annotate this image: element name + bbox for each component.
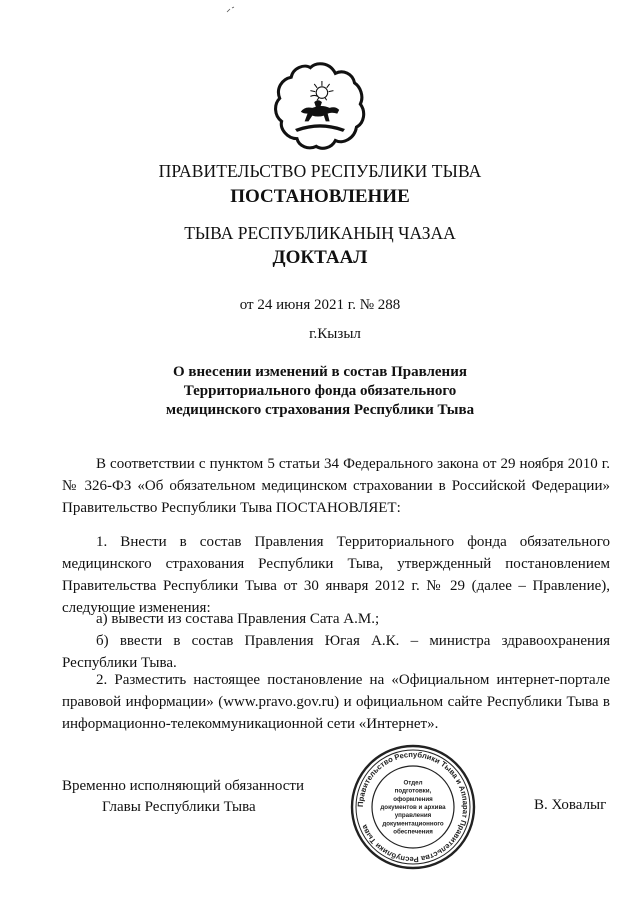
stamp-ring-text: Правительство Республики Тыва и Аппарат Правительства Республики Тыва — [355, 749, 471, 865]
tuva-emblem-icon — [272, 58, 368, 154]
stamp-center-line: управления — [394, 812, 432, 820]
city: г.Кызыл — [309, 326, 361, 342]
stamp-center-line: документов и архива — [380, 804, 446, 811]
stamp-center-line: обеспечения — [393, 828, 433, 836]
item-1a-text: а) вывести из состава Правления Сата А.М.; — [96, 611, 380, 627]
stamp-center-line: Отдел — [403, 779, 423, 787]
date-and-number: от 24 июня 2021 г. № 288 — [239, 297, 401, 313]
subject-line: О внесении изменений в состав Правления — [173, 364, 467, 380]
stamp-center-line: подготовки, — [394, 787, 432, 795]
item-2-text: 2. Разместить настоящее постановление на «Официальном интернет-портале правовой информации» (www.pravo.gov.ru) и официальном сайте Республики Тыва в информационно-телекоммуникационной сети «Интернет». — [62, 672, 610, 732]
subject-line: медицинского страхования Республики Тыва — [165, 402, 475, 418]
signatory-title-line: Главы Республики Тыва — [102, 799, 256, 815]
document-subject — [0, 363, 640, 420]
item-1a-paragraph — [62, 608, 610, 630]
stamp-center-line: оформления — [393, 795, 433, 803]
item-2-paragraph — [62, 669, 610, 735]
item-1-paragraph — [62, 531, 610, 619]
government-name-ru: ПРАВИТЕЛЬСТВО РЕСПУБЛИКИ ТЫВА — [158, 161, 482, 181]
document-type-tyv: ДОКТААЛ — [272, 247, 368, 268]
official-stamp-icon — [349, 743, 477, 871]
item-1b-text: б) ввести в состав Правления Югая А.К. – министра здравоохранения Республики Тыва. — [62, 633, 610, 671]
signatory-title-line: Временно исполняющий обязанности — [62, 778, 305, 794]
subject-line: Территориального фонда обязательного — [183, 383, 457, 399]
signatory-name: В. Ховалыг — [534, 797, 607, 813]
item-1-text: 1. Внести в состав Правления Территориального фонда обязательного медицинского страхования Республики Тыва, утвержденный постановлением Правительства Республики Тыва от 30 января 2012 г. № 29 (далее – Правление), следующие изменения: — [62, 534, 610, 616]
item-1b-paragraph — [62, 630, 610, 674]
intro-paragraph — [62, 453, 610, 519]
government-name-tyv: ТЫВА РЕСПУБЛИКАНЫҢ ЧАЗАА — [184, 223, 456, 243]
stamp-center-line: документационного — [382, 820, 444, 828]
pen-mark — [226, 6, 236, 14]
signatory-title — [62, 776, 304, 818]
document-type-ru: ПОСТАНОВЛЕНИЕ — [230, 186, 410, 207]
intro-text: В соответствии с пунктом 5 статьи 34 Федерального закона от 29 ноября 2010 г. № 326-ФЗ «Об обязательном медицинском страховании в Российской Федерации» Правительство Республики Тыва ПОСТАНОВЛЯЕТ: — [62, 456, 610, 516]
